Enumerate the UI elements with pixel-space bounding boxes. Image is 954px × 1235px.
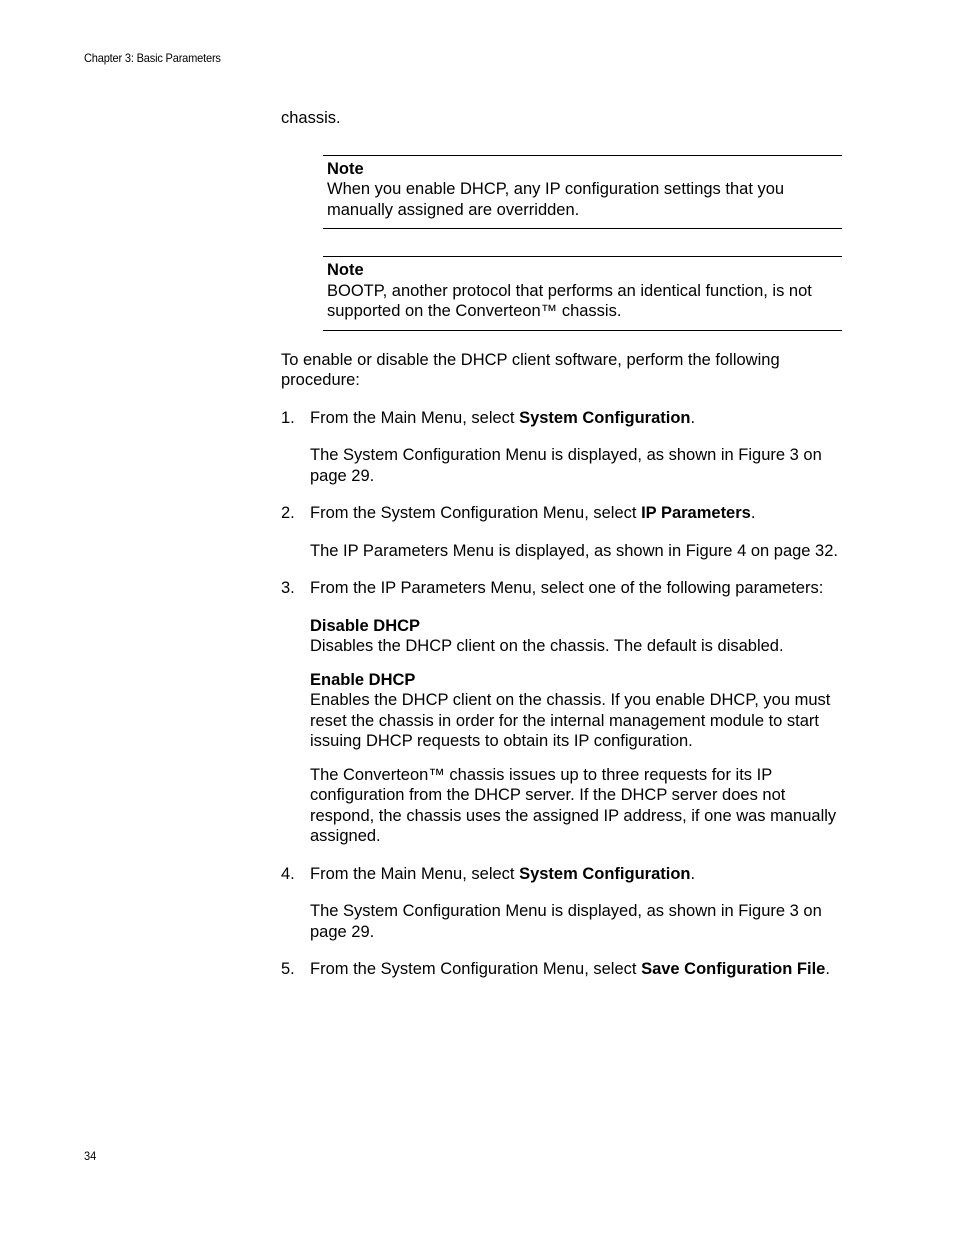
note-text: When you enable DHCP, any IP configuration settings that you manually assigned are overridden. — [327, 180, 785, 219]
step-number: 5. — [281, 960, 295, 978]
lead-text: chassis. — [281, 109, 341, 127]
parameter-disable-dhcp — [281, 616, 843, 657]
menu-option: System Configuration — [519, 408, 691, 427]
step-number: 1. — [281, 408, 295, 427]
note-title: Note — [327, 261, 364, 279]
step-4-result: The System Configuration Menu is displayed, as shown in Figure 3 on page 29. — [310, 902, 822, 941]
parameter-enable-dhcp — [281, 670, 843, 752]
menu-option: System Configuration — [519, 864, 691, 883]
step-2: 2. From the System Configuration Menu, select IP Parameters. — [281, 504, 756, 522]
step-text: From the IP Parameters Menu, select one of the following parameters: — [310, 579, 824, 597]
page-content — [281, 108, 843, 980]
converteon-request-note: The Converteon™ chassis issues up to three requests for its IP configuration from the DHCP server. If the DHCP server does not respond, the chassis uses the assigned IP address, if one was manually assigned. — [310, 765, 837, 845]
step-text: From the Main Menu, select — [310, 408, 520, 427]
procedure-intro: To enable or disable the DHCP client software, perform the following procedure: — [281, 350, 780, 389]
menu-option: IP Parameters — [641, 504, 751, 522]
step-1: 1. From the Main Menu, select System Configuration. — [281, 408, 696, 427]
step-2-result: The IP Parameters Menu is displayed, as shown in Figure 4 on page 32. — [310, 541, 838, 560]
note-box-bootp — [323, 256, 842, 331]
step-text: From the Main Menu, select — [310, 864, 520, 883]
step-text: From the System Configuration Menu, select — [310, 960, 642, 978]
step-number: 3. — [281, 579, 295, 597]
step-4: 4. From the Main Menu, select System Configuration. — [281, 864, 696, 883]
parameter-title: Enable DHCP — [310, 670, 416, 689]
step-number: 2. — [281, 504, 295, 522]
step-number: 4. — [281, 864, 295, 883]
parameter-title: Disable DHCP — [310, 616, 421, 635]
parameter-description: Enables the DHCP client on the chassis. If you enable DHCP, you must reset the chassis in order for the internal management module to start issuing DHCP requests to obtain its IP configuration. — [310, 691, 831, 750]
step-1-result: The System Configuration Menu is displayed, as shown in Figure 3 on page 29. — [310, 446, 822, 485]
note-text: BOOTP, another protocol that performs an identical function, is not supported on the Converteon™ chassis. — [327, 281, 812, 320]
menu-option: Save Configuration File — [641, 960, 826, 978]
page-number: 34 — [84, 1149, 97, 1163]
parameter-description: Disables the DHCP client on the chassis. The default is disabled. — [310, 637, 784, 655]
step-3 — [281, 578, 843, 599]
step-text: From the System Configuration Menu, select — [310, 504, 642, 522]
chapter-header: Chapter 3: Basic Parameters — [84, 51, 221, 65]
note-title: Note — [327, 159, 364, 178]
note-box-dhcp-override — [323, 155, 842, 230]
step-5: 5. From the System Configuration Menu, select Save Configuration File. — [281, 960, 830, 978]
